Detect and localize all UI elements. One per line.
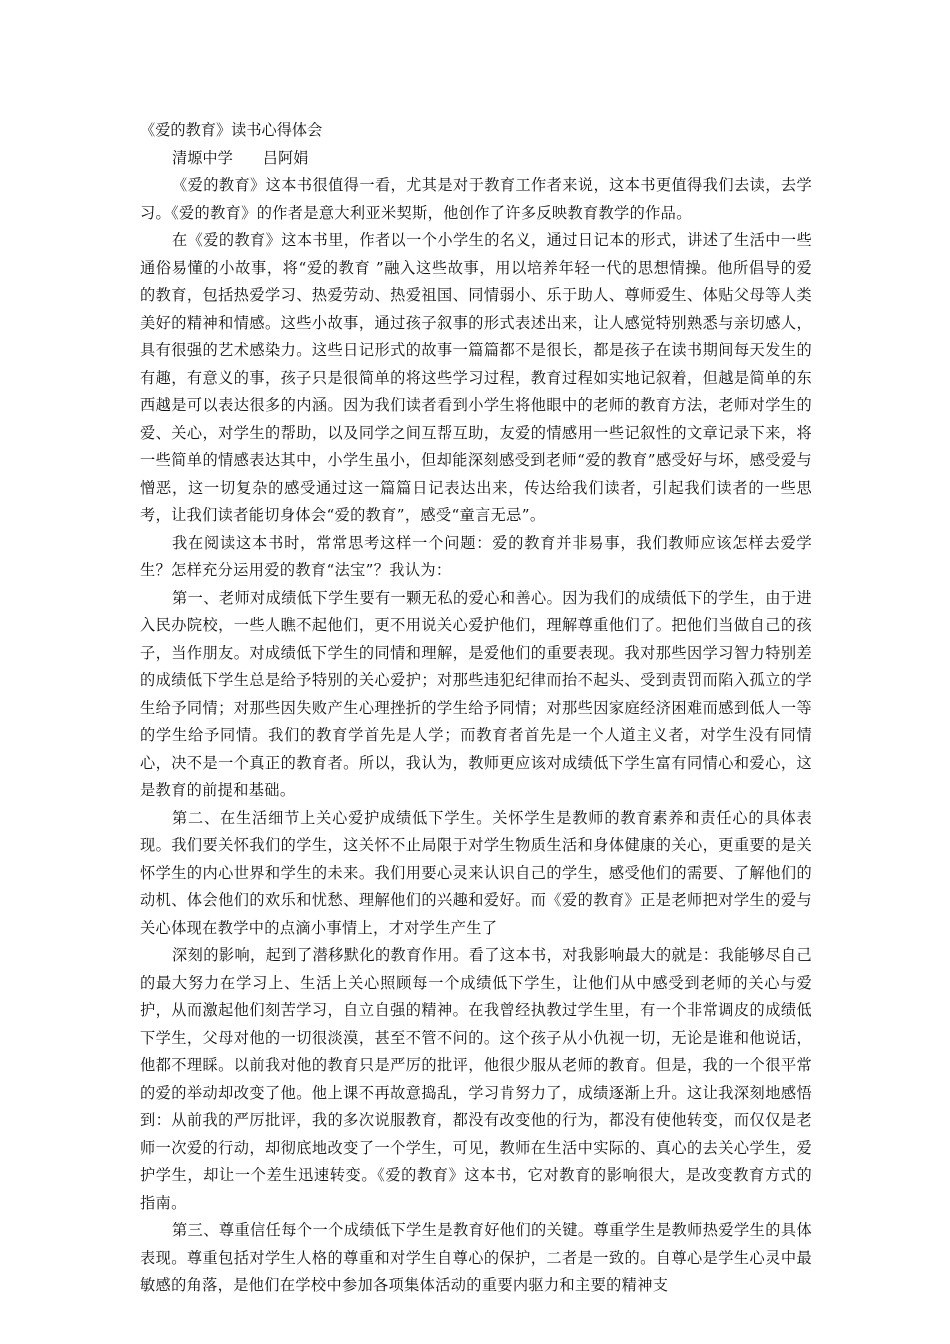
paragraph-continuation: 深刻的影响，起到了潜移默化的教育作用。看了这本书，对我影响最大的就是：我能够尽自己的最大努力在学习上、生活上关心照顾每一个成绩低下学生，让他们从中感受到老师的关心与爱护，从而激起他们刻苦学习，自立自强的精神。在我曾经执教过学生里，有一个非常调皮的成绩低下学生，父母对他的一切很淡漠，甚至不管不问的。这个孩子从小仇视一切，无论是谁和他说话，他都不理睬。以前我对他的教育只是严厉的批评，他很少服从老师的教育。但是，我的一个很平常的爱的举动却改变了他。他上课不再故意捣乱，学习肯努力了，成绩逐渐上升。这让我深刻地感悟到：从前我的严厉批评，我的多次说服教育，都没有改变他的行为，都没有使他转变，而仅仅是老师一次爱的行动，却彻底地改变了一个学生，可见，教师在生活中实际的、真心的去关心学生，爱护学生，却让一个差生迅速转变。《爱的教育》这本书，它对教育的影响很大，是改变教育方式的指南。 [140, 946, 812, 1212]
paragraph-point-three: 第三、尊重信任每个一个成绩低下学生是教育好他们的关键。尊重学生是教师热爱学生的具体表现。尊重包括对学生人格的尊重和对学生自尊心的保护，二者是一致的。自尊心是学生心灵中最敏感的角落，是他们在学校中参加各项集体活动的重要内驱力和主要的精神支 [140, 1221, 812, 1294]
paragraph-point-two: 第二、在生活细节上关心爱护成绩低下学生。关怀学生是教师的教育素养和责任心的具体表现。我们要关怀我们的学生，这关怀不止局限于对学生物质生活和身体健康的关心，更重要的是关怀学生的内心世界和学生的未来。我们用要心灵来认识自己的学生，感受他们的需要、了解他们的动机、体会他们的欢乐和忧愁、理解他们的兴趣和爱好。而《爱的教育》正是老师把对学生的爱与关心体现在教学中的点滴小事情上，才对学生产生了 [140, 808, 812, 937]
author-name: 吕阿娟 [262, 148, 309, 167]
document-title: 《爱的教育》读书心得体会 [140, 121, 323, 139]
paragraph-intro: 《爱的教育》这本书很值得一看，尤其是对于教育工作者来说，这本书更值得我们去读，去学习。《爱的教育》的作者是意大利亚米契斯，他创作了许多反映教育教学的作品。 [140, 176, 812, 222]
paragraph-question: 我在阅读这本书时，常常思考这样一个问题：爱的教育并非易事，我们教师应该怎样去爱学生？怎样充分运用爱的教育“法宝”？我认为： [140, 533, 812, 579]
paragraph-summary: 在《爱的教育》这本书里，作者以一个小学生的名义，通过日记本的形式，讲述了生活中一些通俗易懂的小故事，将“爱的教育 ”融入这些故事，用以培养年轻一代的思想情操。他所倡导的爱的教育，包括热爱学习、热爱劳动、热爱祖国、同情弱小、乐于助人、尊师爱生、体贴父母等人类美好的精神和情感。这些小故事，通过孩子叙事的形式表述出来，让人感觉特别熟悉与亲切感人，具有很强的艺术感染力。这些日记形式的故事一篇篇都不是很长，都是孩子在读书期间每天发生的有趣，有意义的事，孩子只是很简单的将这些学习过程，教育过程如实地记叙着，但越是简单的东西越是可以表达很多的内涵。因为我们读者看到小学生将他眼中的老师的教育方法，老师对学生的爱、关心，对学生的帮助，以及同学之间互帮互助，友爱的情感用一些记叙性的文章记录下来，将一些简单的情感表达其中，小学生虽小，但却能深刻感受到老师“爱的教育”感受好与坏，感受爱与憎恶，这一切复杂的感受通过这一篇篇日记表达出来，传达给我们读者，引起我们读者的一些思考，让我们读者能切身体会“爱的教育”，感受“童言无忌”。 [140, 231, 812, 524]
author-line [140, 145, 812, 173]
paragraph-point-one: 第一、老师对成绩低下学生要有一颗无私的爱心和善心。因为我们的成绩低下的学生，由于进入民办院校，一些人瞧不起他们，更不用说关心爱护他们，理解尊重他们了。把他们当做自己的孩子，当作朋友。对成绩低下学生的同情和理解，是爱他们的重要表现。我对那些因学习智力特别差的成绩低下学生总是给予特别的关心爱护；对那些违犯纪律而抬不起头、受到责罚而陷入孤立的学生给予同情；对那些因失败产生心理挫折的学生给予同情；对那些因家庭经济困难而感到低人一等的学生给予同情。我们的教育学首先是人学；而教育者首先是一个人道主义者，对学生没有同情心，决不是一个真正的教育者。所以，我认为，教师更应该对成绩低下学生富有同情心和爱心，这是教育的前提和基础。 [140, 588, 812, 799]
school-name: 清塬中学 [172, 148, 233, 167]
document-body [140, 117, 812, 1300]
